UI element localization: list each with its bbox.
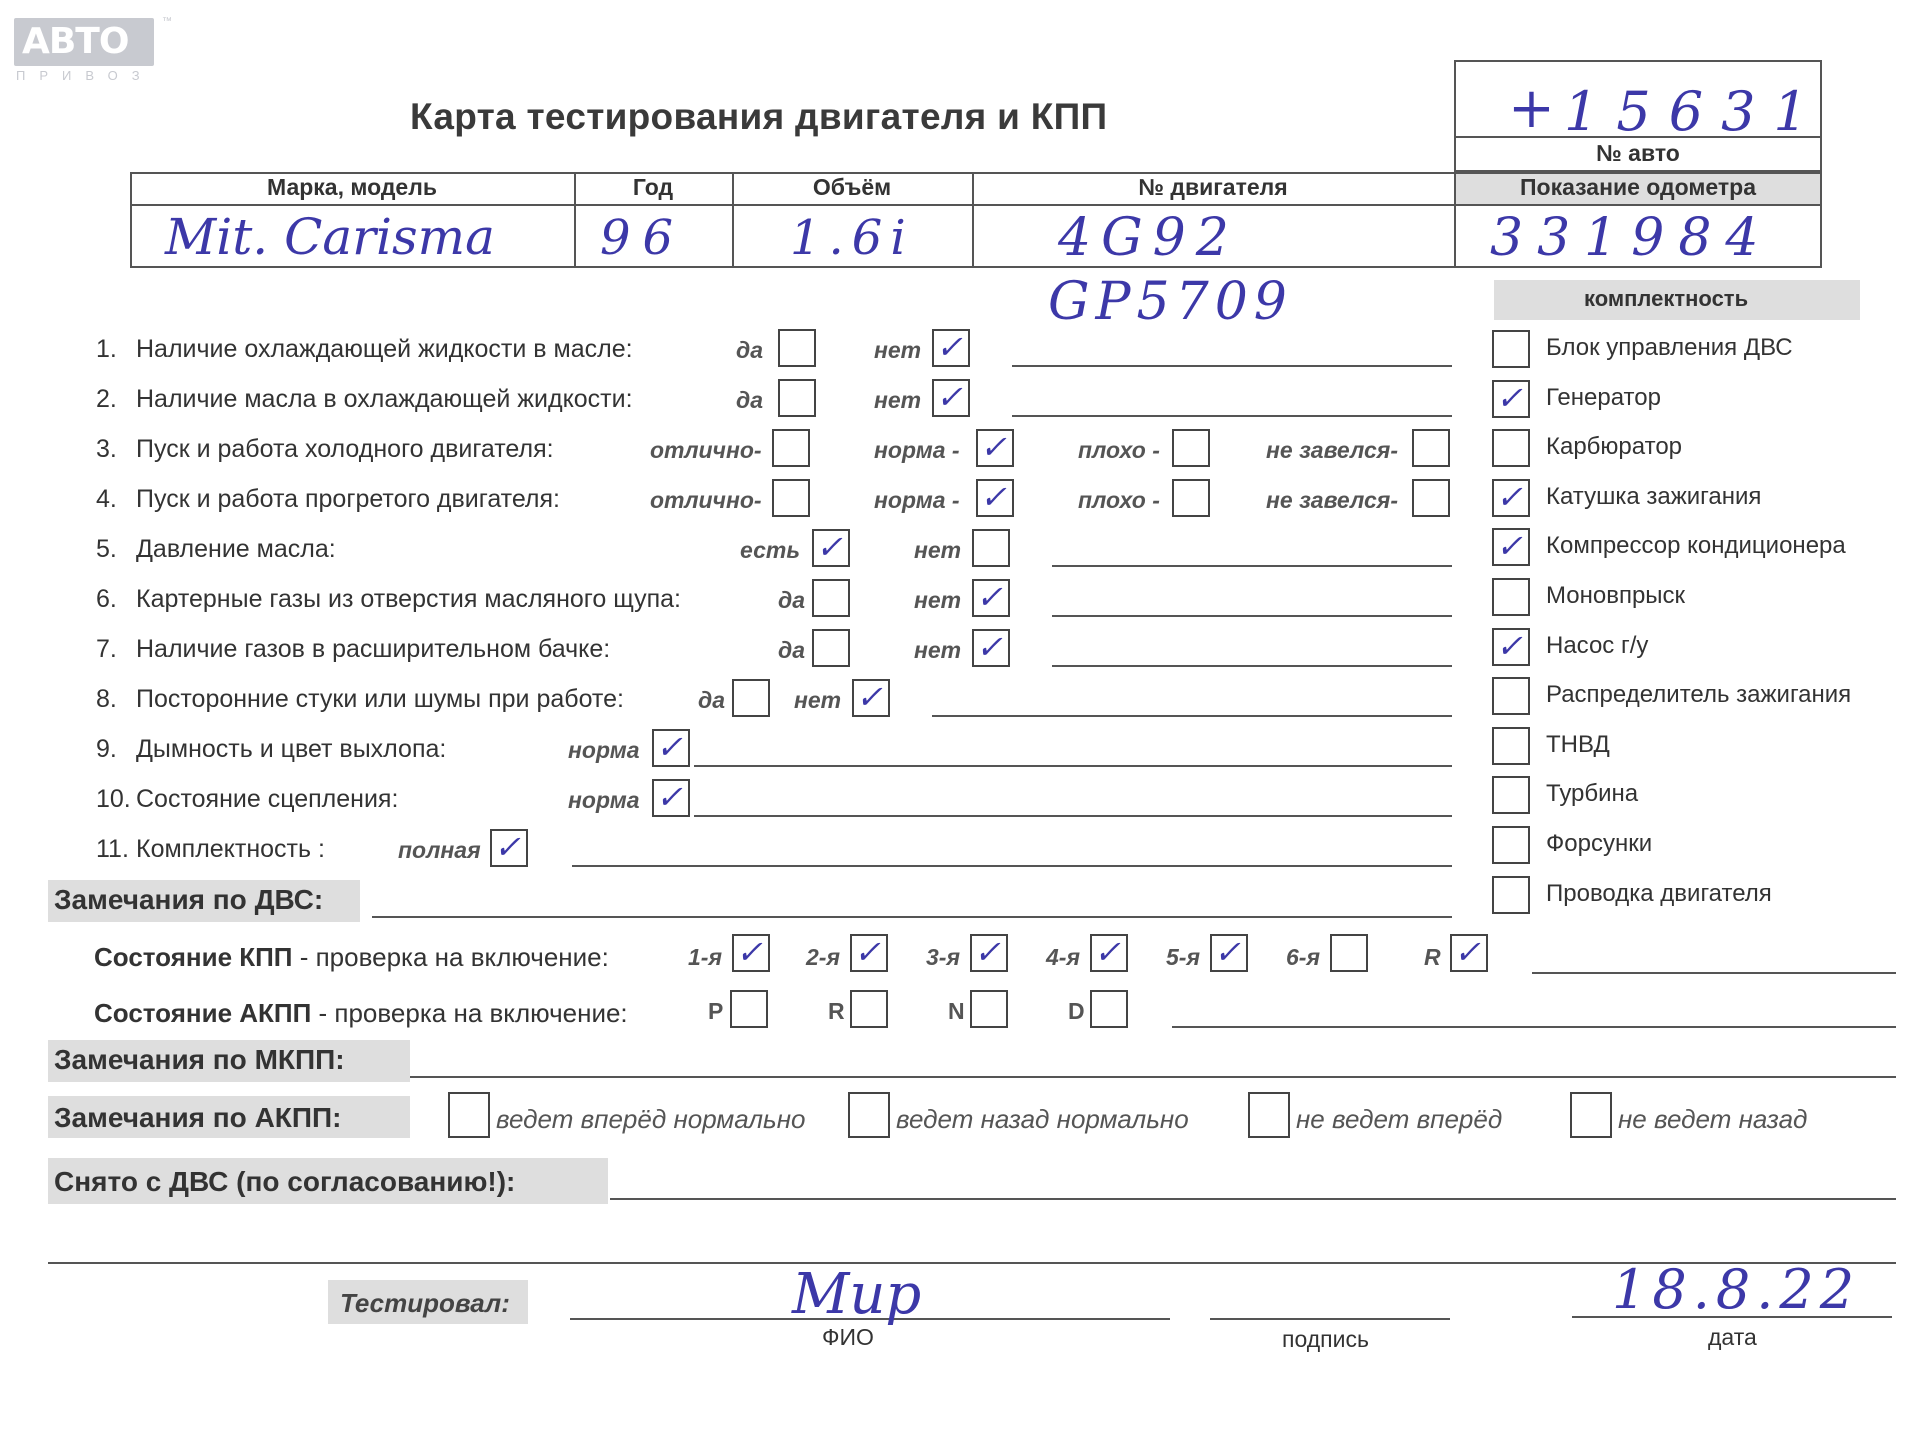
question-4-checkbox-4[interactable] xyxy=(1412,479,1450,517)
question-3-checkbox-4[interactable] xyxy=(1412,429,1450,467)
logo-text: АВТО xyxy=(14,18,154,66)
logo xyxy=(14,16,172,83)
question-number-9: 9. xyxy=(96,735,117,763)
completeness-checkbox-8[interactable] xyxy=(1492,677,1530,715)
year-value: 96 xyxy=(600,210,686,266)
question-7-checkbox-1[interactable] xyxy=(812,629,850,667)
completeness-checkbox-12[interactable] xyxy=(1492,876,1530,914)
completeness-checkbox-1[interactable] xyxy=(1492,330,1530,368)
kpp-gear-checkbox-2-mark: ✓ xyxy=(854,933,881,971)
question-2-option-2: нет xyxy=(874,387,922,413)
question-1-checkbox-2-mark: ✓ xyxy=(936,328,963,366)
kpp-label: Состояние КПП - проверка на включение: xyxy=(94,942,609,972)
completeness-checkbox-7-mark: ✓ xyxy=(1496,627,1523,665)
question-8-checkbox-1[interactable] xyxy=(732,679,770,717)
kpp-gear-checkbox-3-mark: ✓ xyxy=(974,933,1001,971)
question-10-checkbox-1-mark: ✓ xyxy=(656,778,683,816)
question-number-1: 1. xyxy=(96,335,117,363)
akpp-remark-option-3: не ведет вперёд xyxy=(1296,1104,1503,1134)
engine-number-value: 4G92 xyxy=(1058,208,1239,268)
akpp-mode-label-1: P xyxy=(708,998,724,1024)
completeness-title: комплектность xyxy=(1584,286,1749,311)
question-label-9: Дымность и цвет выхлопа: xyxy=(136,735,447,763)
question-label-8: Посторонние стуки или шумы при работе: xyxy=(136,685,624,713)
completeness-item-11: Форсунки xyxy=(1546,830,1653,857)
completeness-checkbox-2-mark: ✓ xyxy=(1496,379,1523,417)
logo-trademark: ™ xyxy=(162,16,172,27)
question-3-checkbox-1[interactable] xyxy=(772,429,810,467)
removed-line[interactable] xyxy=(610,1198,1896,1200)
kpp-gear-checkbox-6[interactable] xyxy=(1330,934,1368,972)
akpp-mode-checkbox-1[interactable] xyxy=(730,990,768,1028)
question-5-checkbox-1-mark: ✓ xyxy=(816,528,843,566)
question-3-checkbox-2-mark: ✓ xyxy=(980,428,1007,466)
question-9-checkbox-1-mark: ✓ xyxy=(656,728,683,766)
question-5-option-2: нет xyxy=(914,537,962,563)
akpp-remark-checkbox-2[interactable] xyxy=(848,1092,890,1138)
engine-extra-value: GP5709 xyxy=(1048,272,1293,332)
completeness-checkbox-6[interactable] xyxy=(1492,578,1530,616)
akpp-remarks-label: Замечания по АКПП: xyxy=(54,1102,342,1133)
removed-label: Снято с ДВС (по согласованию!): xyxy=(54,1166,516,1197)
odometer-value: 331984 xyxy=(1490,208,1773,268)
completeness-checkbox-5-mark: ✓ xyxy=(1496,527,1523,565)
completeness-item-1: Блок управления ДВС xyxy=(1546,334,1793,361)
tested-label: Тестировал: xyxy=(340,1288,510,1318)
akpp-mode-label-2: R xyxy=(828,998,845,1024)
question-8-checkbox-2-mark: ✓ xyxy=(856,678,883,716)
question-number-7: 7. xyxy=(96,635,117,663)
question-1-option-1: да xyxy=(736,337,764,363)
page-title: Карта тестирования двигателя и КПП xyxy=(410,96,1108,137)
completeness-item-9: ТНВД xyxy=(1546,731,1610,758)
question-label-2: Наличие масла в охлаждающей жидкости: xyxy=(136,385,633,413)
kpp-gear-checkbox-4-mark: ✓ xyxy=(1094,933,1121,971)
question-line-2[interactable] xyxy=(1012,415,1452,417)
question-line-10[interactable] xyxy=(694,815,1452,817)
question-number-6: 6. xyxy=(96,585,117,613)
akpp-mode-checkbox-3[interactable] xyxy=(970,990,1008,1028)
question-5-option-1: есть xyxy=(740,537,800,563)
logo-subtitle: ПРИВОЗ xyxy=(16,68,154,83)
question-10-option-1: норма xyxy=(568,787,640,813)
question-number-10: 10. xyxy=(96,785,131,813)
question-3-option-1: отлично- xyxy=(650,437,762,463)
completeness-item-12: Проводка двигателя xyxy=(1546,880,1772,907)
question-line-8[interactable] xyxy=(932,715,1452,717)
question-line-5[interactable] xyxy=(1052,565,1452,567)
mkpp-remarks-line[interactable] xyxy=(410,1076,1896,1078)
question-line-6[interactable] xyxy=(1052,615,1452,617)
volume-value: 1.6i xyxy=(790,210,914,266)
question-number-3: 3. xyxy=(96,435,117,463)
question-number-2: 2. xyxy=(96,385,117,413)
fio-value: Мир xyxy=(792,1262,922,1327)
question-7-option-2: нет xyxy=(914,637,962,663)
model-value: Mit. Carisma xyxy=(165,208,495,266)
question-label-1: Наличие охлаждающей жидкости в масле: xyxy=(136,335,633,363)
completeness-checkbox-4-mark: ✓ xyxy=(1496,478,1523,516)
akpp-remark-checkbox-4[interactable] xyxy=(1570,1092,1612,1138)
question-label-10: Состояние сцепления: xyxy=(136,785,399,813)
question-line-7[interactable] xyxy=(1052,665,1452,667)
date-value: 18.8.22 xyxy=(1612,1258,1861,1321)
question-2-checkbox-1[interactable] xyxy=(778,379,816,417)
completeness-item-3: Карбюратор xyxy=(1546,433,1683,460)
header-odometer-label: Показание одометра xyxy=(1520,174,1756,200)
question-3-checkbox-3[interactable] xyxy=(1172,429,1210,467)
auto-number-mark: + xyxy=(1508,76,1555,141)
header-model-label: Марка, модель xyxy=(267,174,437,200)
completeness-item-7: Насос г/у xyxy=(1546,632,1649,659)
question-number-8: 8. xyxy=(96,685,117,713)
auto-number-label: № авто xyxy=(1596,140,1680,166)
question-11-checkbox-1-mark: ✓ xyxy=(494,828,521,866)
completeness-checkbox-11[interactable] xyxy=(1492,826,1530,864)
akpp-mode-label-4: D xyxy=(1068,998,1085,1024)
completeness-item-10: Турбина xyxy=(1546,780,1639,807)
akpp-remark-checkbox-1[interactable] xyxy=(448,1092,490,1138)
date-label: дата xyxy=(1708,1324,1757,1350)
question-4-checkbox-1[interactable] xyxy=(772,479,810,517)
completeness-checkbox-9[interactable] xyxy=(1492,727,1530,765)
question-4-option-3: плохо - xyxy=(1078,487,1160,513)
question-4-checkbox-2-mark: ✓ xyxy=(980,478,1007,516)
kpp-gear-label-7: R xyxy=(1424,944,1441,970)
kpp-gear-label-4: 4-я xyxy=(1046,944,1080,970)
kpp-gear-checkbox-1-mark: ✓ xyxy=(736,933,763,971)
kpp-gear-label-5: 5-я xyxy=(1166,944,1200,970)
completeness-item-5: Компрессор кондиционера xyxy=(1546,532,1846,559)
question-8-option-2: нет xyxy=(794,687,842,713)
question-6-option-1: да xyxy=(778,587,806,613)
kpp-gear-label-6: 6-я xyxy=(1286,944,1320,970)
signature-label: подпись xyxy=(1282,1326,1369,1352)
akpp-mode-checkbox-2[interactable] xyxy=(850,990,888,1028)
question-label-11: Комплектность : xyxy=(136,835,325,863)
completeness-item-2: Генератор xyxy=(1546,384,1661,411)
signature-line[interactable] xyxy=(1210,1318,1450,1320)
akpp-remark-option-2: ведет назад нормально xyxy=(896,1104,1189,1134)
akpp-remark-option-1: ведет вперёд нормально xyxy=(496,1104,806,1134)
engine-remarks-line[interactable] xyxy=(372,916,1452,918)
question-number-5: 5. xyxy=(96,535,117,563)
completeness-checkbox-10[interactable] xyxy=(1492,776,1530,814)
question-line-11[interactable] xyxy=(572,865,1452,867)
header-year-label: Год xyxy=(632,174,674,200)
akpp-remark-checkbox-3[interactable] xyxy=(1248,1092,1290,1138)
completeness-checkbox-3[interactable] xyxy=(1492,429,1530,467)
question-4-option-1: отлично- xyxy=(650,487,762,513)
kpp-gear-checkbox-7-mark: ✓ xyxy=(1454,933,1481,971)
question-1-option-2: нет xyxy=(874,337,922,363)
akpp-label: Состояние АКПП - проверка на включение: xyxy=(94,998,628,1028)
question-number-4: 4. xyxy=(96,485,117,513)
question-6-option-2: нет xyxy=(914,587,962,613)
question-5-checkbox-2[interactable] xyxy=(972,529,1010,567)
question-6-checkbox-1[interactable] xyxy=(812,579,850,617)
question-label-3: Пуск и работа холодного двигателя: xyxy=(136,435,554,463)
question-4-checkbox-3[interactable] xyxy=(1172,479,1210,517)
completeness-item-8: Распределитель зажигания xyxy=(1546,681,1852,708)
question-2-option-1: да xyxy=(736,387,764,413)
mkpp-remarks-label: Замечания по МКПП: xyxy=(54,1044,345,1075)
kpp-gear-checkbox-5-mark: ✓ xyxy=(1214,933,1241,971)
question-label-5: Давление масла: xyxy=(136,535,336,563)
question-number-11: 11. xyxy=(96,835,129,863)
akpp-mode-label-3: N xyxy=(948,998,965,1024)
auto-number-value: 15631 xyxy=(1564,80,1826,143)
question-9-option-1: норма xyxy=(568,737,640,763)
header-volume-label: Объём xyxy=(812,174,892,200)
question-8-option-1: да xyxy=(698,687,726,713)
question-3-option-3: плохо - xyxy=(1078,437,1160,463)
question-2-checkbox-2-mark: ✓ xyxy=(936,378,963,416)
question-line-9[interactable] xyxy=(694,765,1452,767)
question-1-checkbox-1[interactable] xyxy=(778,329,816,367)
akpp-remark-option-4: не ведет назад xyxy=(1618,1104,1808,1134)
question-7-checkbox-2-mark: ✓ xyxy=(976,628,1003,666)
fio-label: ФИО xyxy=(822,1324,874,1350)
question-11-option-1: полная xyxy=(398,837,481,863)
question-4-option-4: не завелся- xyxy=(1266,487,1398,513)
question-label-6: Картерные газы из отверстия масляного щупа: xyxy=(136,585,681,613)
kpp-gear-label-3: 3-я xyxy=(926,944,960,970)
question-3-option-4: не завелся- xyxy=(1266,437,1398,463)
question-label-7: Наличие газов в расширительном бачке: xyxy=(136,635,611,663)
kpp-gear-label-1: 1-я xyxy=(688,944,722,970)
question-4-option-2: норма - xyxy=(874,487,960,513)
question-3-option-2: норма - xyxy=(874,437,960,463)
header-engine-label: № двигателя xyxy=(1138,174,1288,200)
completeness-item-6: Моновпрыск xyxy=(1546,582,1686,609)
completeness-item-4: Катушка зажигания xyxy=(1546,483,1762,510)
akpp-mode-checkbox-4[interactable] xyxy=(1090,990,1128,1028)
question-7-option-1: да xyxy=(778,637,806,663)
kpp-gear-label-2: 2-я xyxy=(806,944,840,970)
engine-remarks-label: Замечания по ДВС: xyxy=(54,884,324,915)
question-6-checkbox-2-mark: ✓ xyxy=(976,578,1003,616)
question-line-1[interactable] xyxy=(1012,365,1452,367)
question-label-4: Пуск и работа прогретого двигателя: xyxy=(136,485,560,513)
